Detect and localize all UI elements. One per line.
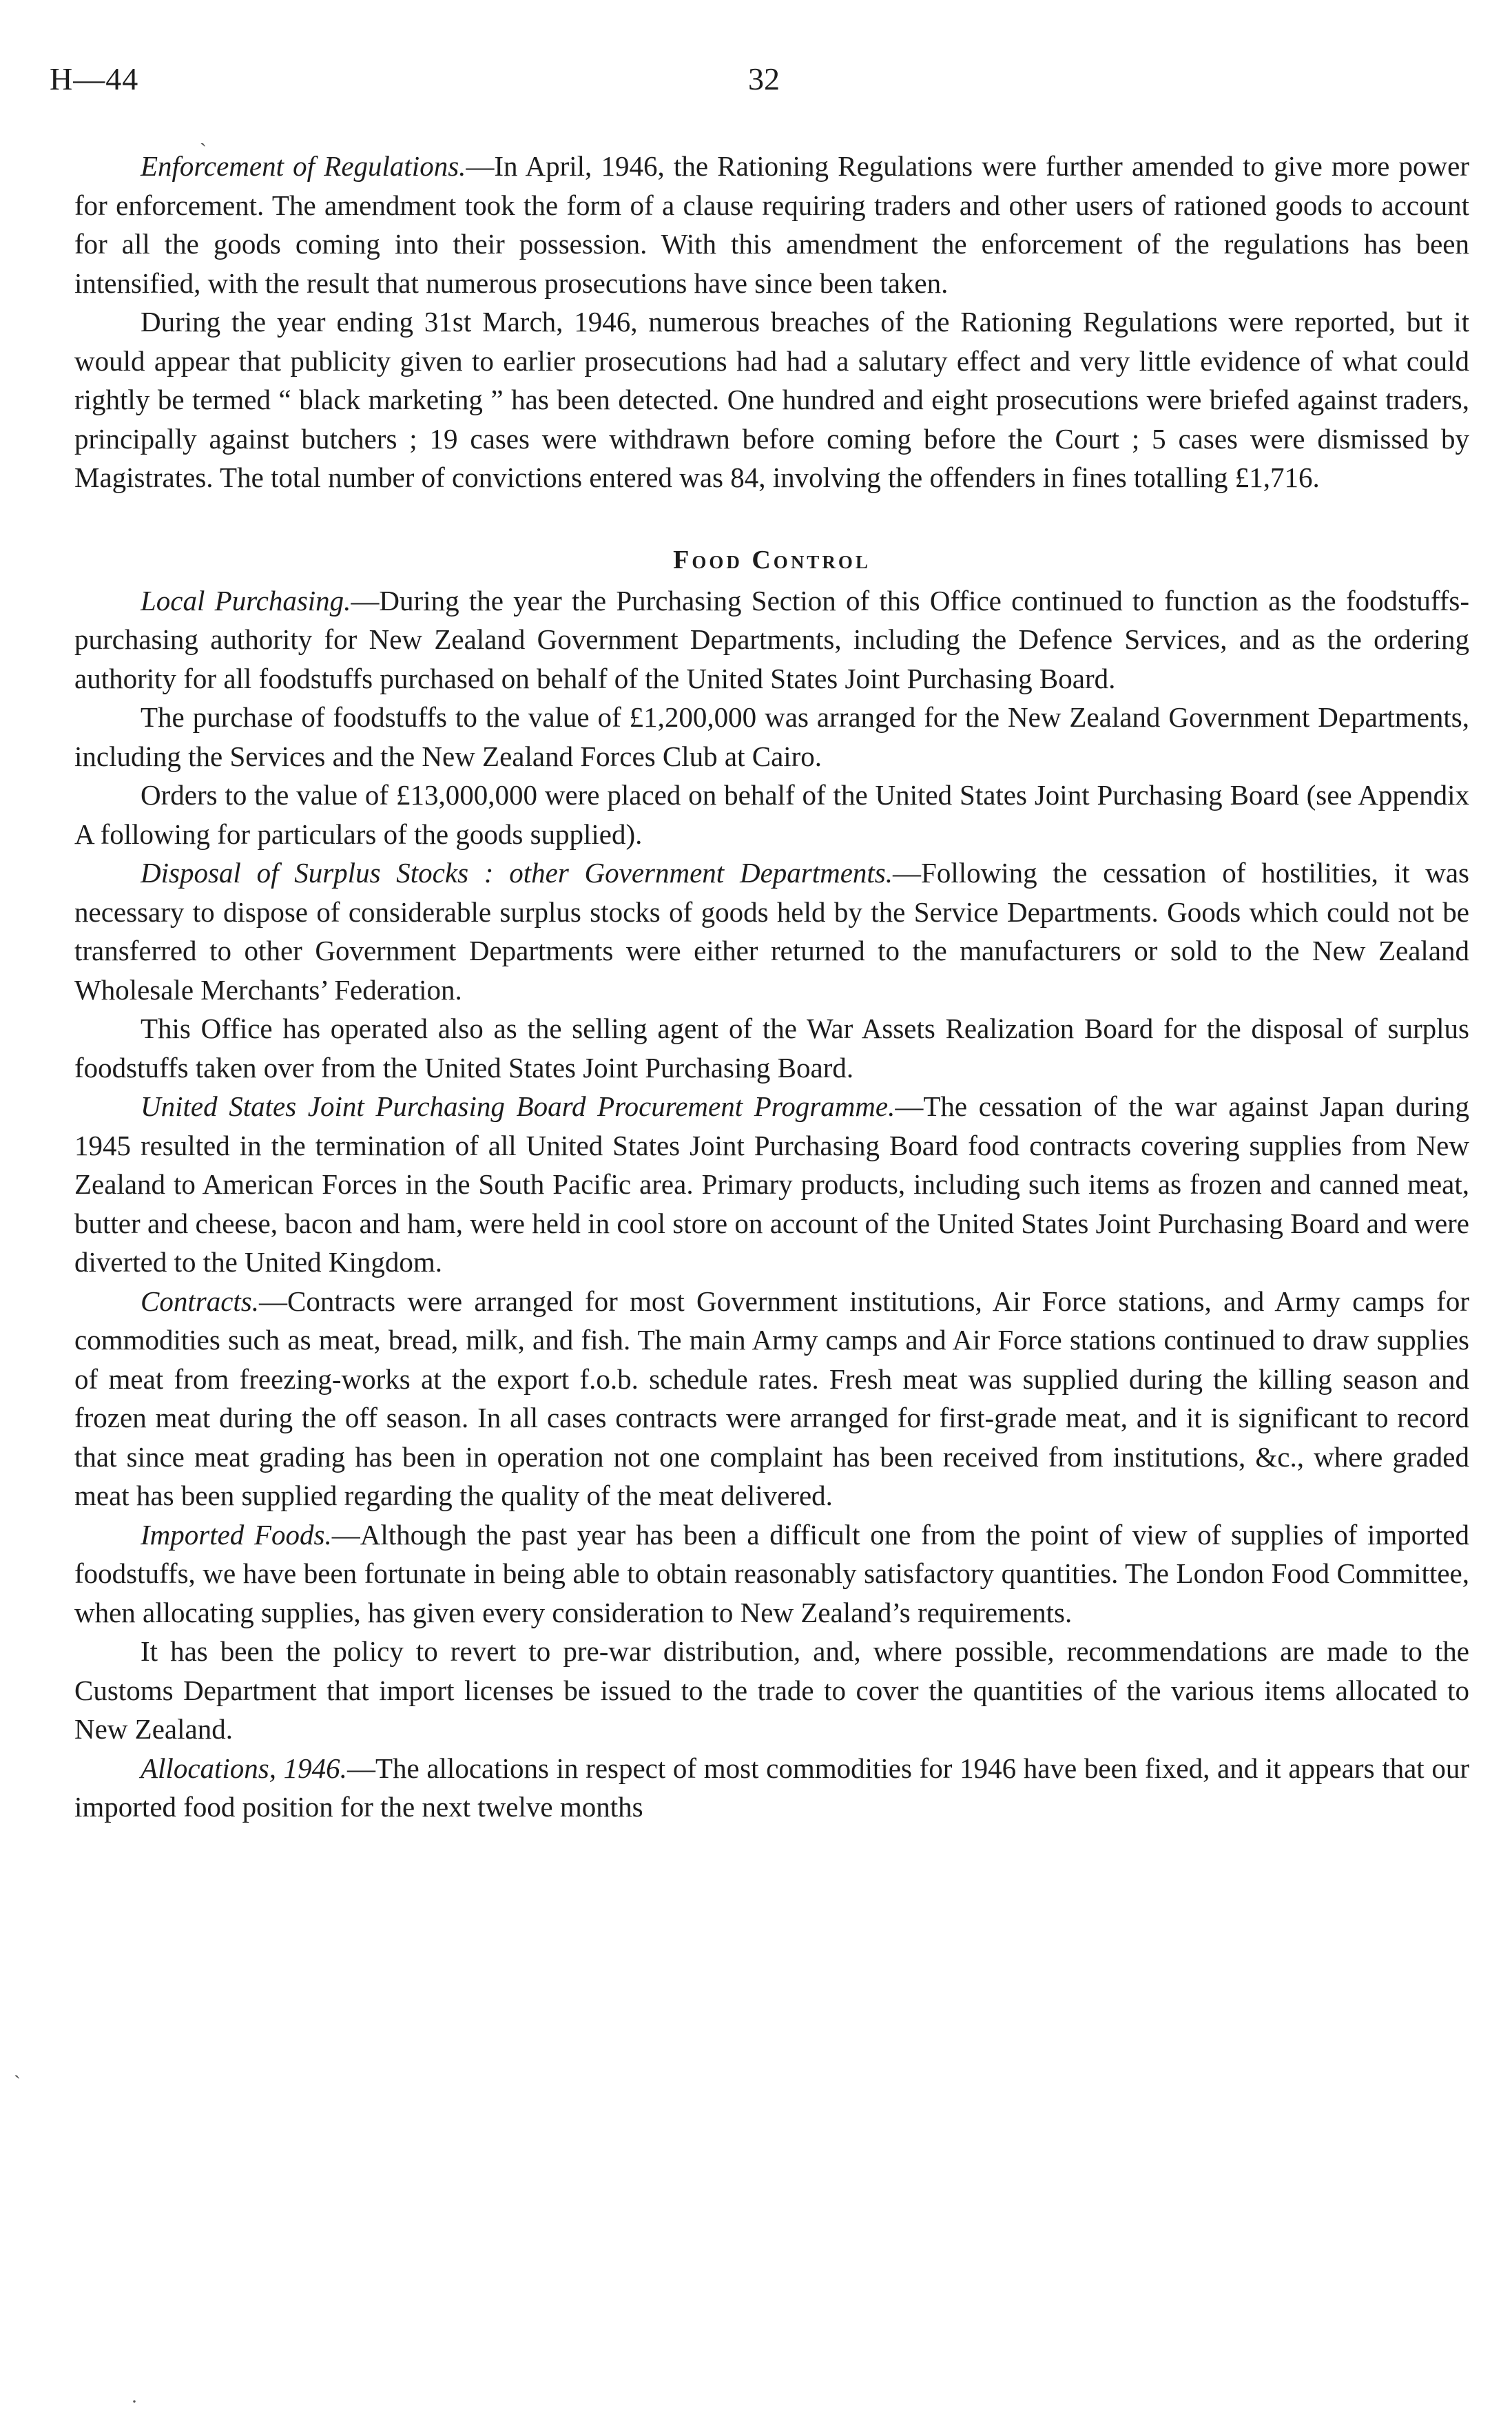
margin-tick-mark: ˏ xyxy=(200,124,207,147)
paragraph xyxy=(74,1087,1469,1282)
paragraph xyxy=(74,302,1469,497)
margin-dot-mark: · xyxy=(131,2390,138,2413)
margin-tick-mark: ˏ xyxy=(14,2056,21,2079)
paragraph xyxy=(74,1632,1469,1749)
paragraph-text: Orders to the value of £13,000,000 were placed on behalf of the United States Joint Purchasing Board (see Appendix A following for particulars of the goods supplied). xyxy=(74,779,1469,850)
paragraph-text: —The allocations in respect of most commodities for 1946 have been fixed, and it appears that our imported food position for the next twelve months xyxy=(74,1752,1469,1823)
paragraph xyxy=(74,853,1469,1009)
paragraph-lead: Imported Foods. xyxy=(141,1518,332,1551)
paragraph-lead: Local Purchasing. xyxy=(141,584,351,616)
paragraph xyxy=(74,1282,1469,1515)
paragraph xyxy=(74,147,1469,302)
paragraph-text: —Contracts were arranged for most Government institutions, Air Force stations, and Army camps for commodities such as meat, bread, milk, and fish. The main Army camps and Air Force stations continued to draw supplies of meat from freezing-works at the export f.o.b. schedule rates. Fresh meat was supplied during the killing season and frozen meat during the off season. In all cases contracts were arranged for first-grade meat, and it is significant to record that since meat grading has been in operation not one complaint has been received from institutions, &c., where graded meat has been supplied regarding the quality of the meat delivered. xyxy=(74,1285,1469,1511)
paragraph-text: This Office has operated also as the selling agent of the War Assets Realization Board for the disposal of surplus foodstuffs taken over from the United States Joint Purchasing Board. xyxy=(74,1013,1469,1084)
paragraph-text: —During the year the Purchasing Section of this Office continued to function as the foodstuffs-purchasing authority for New Zealand Government Departments, including the Defence Services, and as the ordering authority for all foodstuffs purchased on behalf of the United States Joint Purchasing Board. xyxy=(74,584,1469,694)
page-header xyxy=(50,61,1469,116)
paragraph xyxy=(74,1009,1469,1087)
paragraph-text: The purchase of foodstuffs to the value of £1,200,000 was arranged for the New Zealand Government Departments, including the Services and the New Zealand Forces Club at Cairo. xyxy=(74,701,1469,772)
paragraph xyxy=(74,581,1469,698)
document-code: H—44 xyxy=(50,61,139,96)
document-body xyxy=(74,147,1469,1827)
paragraph xyxy=(74,1515,1469,1633)
paragraph-text: —In April, 1946, the Rationing Regulations were further amended to give more power for enforcement. The amendment took the form of a clause requiring traders and other users of rationed goods to account for all the goods coming into their possession. With this amendment the enforcement of the regulations has been intensified, with the result that numerous prosecutions have since been taken. xyxy=(74,150,1469,299)
paragraph-text: —The cessation of the war against Japan during 1945 resulted in the termination of all United States Joint Purchasing Board food contracts covering supplies from New Zealand to American Forces in the South Pacific area. Primary products, including such items as frozen and canned meat, butter and cheese, bacon and ham, were held in cool store on account of the United States Joint Purchasing Board and were diverted to the United Kingdom. xyxy=(74,1090,1469,1278)
paragraph-lead: Allocations, 1946. xyxy=(141,1752,347,1784)
section-heading: Food Control xyxy=(673,545,871,574)
paragraph xyxy=(74,698,1469,776)
paragraph-lead: Disposal of Surplus Stocks : other Government Departments. xyxy=(141,857,893,889)
paragraph-lead: Enforcement of Regulations. xyxy=(141,150,466,182)
section-food-control xyxy=(74,543,1469,1827)
paragraph-text: —Although the past year has been a difficult one from the point of view of supplies of imported foodstuffs, we have been fortunate in being able to obtain reasonably satisfactory quantities. The London Food Committee, when allocating supplies, has given every consideration to New Zealand’s requirements. xyxy=(74,1518,1469,1628)
section-rationing xyxy=(74,147,1469,497)
paragraph-lead: Contracts. xyxy=(141,1285,259,1317)
paragraph xyxy=(74,1749,1469,1827)
paragraph-text: During the year ending 31st March, 1946, numerous breaches of the Rationing Regulations were reported, but it would appear that publicity given to earlier prosecutions had had a salutary effect and very little evidence of what could rightly be termed “ black marketing ” has been detected. One hundred and eight prosecutions were briefed against traders, principally against butchers ; 19 cases were withdrawn before coming before the Court ; 5 cases were dismissed by Magistrates. The total number of convictions entered was 84, involving the offenders in fines totalling £1,716. xyxy=(74,306,1469,493)
paragraph-text: —Following the cessation of hostilities, it was necessary to dispose of considerable surplus stocks of goods held by the Service Departments. Goods which could not be transferred to other Government Departments were either returned to the manufacturers or sold to the New Zealand Wholesale Merchants’ Federation. xyxy=(74,857,1469,1006)
paragraph-text: It has been the policy to revert to pre-war distribution, and, where possible, recommendations are made to the Customs Department that import licenses be issued to the trade to cover the quantities of the various items allocated to New Zealand. xyxy=(74,1635,1469,1745)
paragraph-lead: United States Joint Purchasing Board Procurement Programme. xyxy=(141,1090,895,1122)
paragraph xyxy=(74,776,1469,853)
page-number: 32 xyxy=(748,61,780,96)
